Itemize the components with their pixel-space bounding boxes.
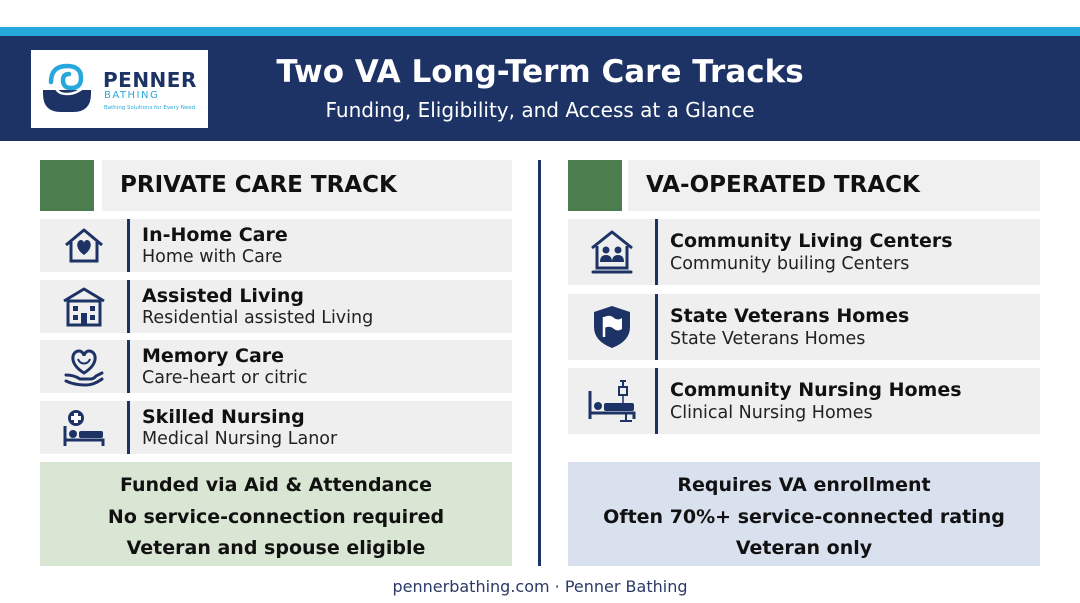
row-divider [127,401,130,454]
item-subtitle: Medical Nursing Lanor [142,429,338,449]
private-track-marker [40,160,94,211]
house-heart-icon [40,219,127,272]
va-item-state-veterans-homes [568,294,1040,360]
hospital-bed-icon [568,368,655,434]
item-title: Assisted Living [142,285,304,307]
medical-bed-icon [40,401,127,454]
row-divider [127,340,130,393]
summary-line: Veteran and spouse eligible [126,537,426,559]
building-icon [40,280,127,333]
item-title: Community Nursing Homes [670,379,962,401]
row-divider [655,368,658,434]
summary-line: Often 70%+ service-connected rating [603,505,1005,528]
summary-line: Requires VA enrollment [677,474,931,496]
page-subtitle: Funding, Eligibility, and Access at a Glance [325,98,755,122]
row-divider [655,294,658,360]
bathtub-wave-logo-icon [37,60,97,118]
row-divider [127,219,130,272]
logo-name: PENNER [103,68,197,92]
column-divider [538,160,541,566]
va-item-community-nursing-homes [568,368,1040,434]
private-track-summary [40,462,512,566]
item-subtitle: Community builing Centers [670,254,910,274]
summary-line: Funded via Aid & Attendance [119,474,433,496]
va-track-summary [568,462,1040,566]
logo-sub: BATHING [104,90,160,101]
summary-line: Veteran only [735,537,873,559]
private-item-assisted-living [40,280,512,333]
heart-hand-icon [40,340,127,393]
private-track-heading: PRIVATE CARE TRACK [102,160,512,211]
row-divider [655,219,658,285]
logo-tagline: Bathing Solutions for Every Need [104,105,196,111]
item-title: Skilled Nursing [142,406,305,428]
page-title: Two VA Long-Term Care Tracks [276,54,804,90]
top-accent-stripe [0,27,1080,36]
item-title: State Veterans Homes [670,305,910,327]
item-subtitle: Residential assisted Living [142,308,374,328]
item-subtitle: State Veterans Homes [670,329,866,349]
item-title: In-Home Care [142,224,288,246]
footer-credit: pennerbathing.com · Penner Bathing [392,577,688,596]
shield-flag-icon [568,294,655,360]
private-item-in-home-care [40,219,512,272]
va-item-community-living-centers [568,219,1040,285]
item-subtitle: Care-heart or citric [142,368,308,388]
private-item-skilled-nursing [40,401,512,454]
community-house-icon [568,219,655,285]
item-subtitle: Clinical Nursing Homes [670,403,873,423]
item-title: Community Living Centers [670,230,953,252]
va-track-marker [568,160,622,211]
penner-bathing-logo [31,50,208,128]
summary-line: No service-connection required [107,505,445,528]
private-item-memory-care [40,340,512,393]
row-divider [127,280,130,333]
va-track-heading: VA-OPERATED TRACK [628,160,1040,211]
item-subtitle: Home with Care [142,247,283,267]
item-title: Memory Care [142,345,285,367]
